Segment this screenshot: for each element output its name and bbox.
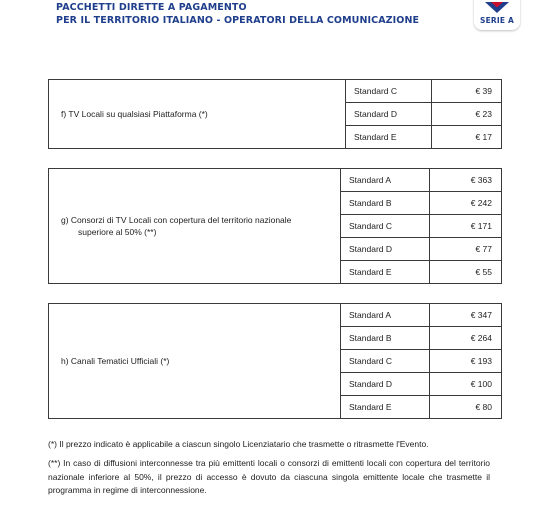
- price-value: € 171: [430, 215, 502, 238]
- table-row: [49, 304, 502, 327]
- price-value: € 55: [430, 261, 502, 284]
- price-value: € 23: [432, 103, 502, 126]
- footnotes: [48, 438, 490, 503]
- standard-label: Standard A: [341, 304, 430, 327]
- table-g-description-line-2: superiore al 50% (**): [78, 227, 157, 237]
- price-value: € 347: [430, 304, 502, 327]
- standard-label: Standard D: [346, 103, 432, 126]
- logo-text: SERIE A: [479, 16, 515, 25]
- table-row: [49, 169, 502, 192]
- standard-label: Standard C: [341, 350, 430, 373]
- price-table-g: [48, 168, 502, 284]
- standard-label: Standard D: [341, 373, 430, 396]
- footnote-single-asterisk: (*) Il prezzo indicato è applicabile a ciascun singolo Licenziatario che trasmette o ritrasmette l'Evento.: [48, 439, 429, 449]
- standard-label: Standard C: [341, 215, 430, 238]
- standard-label: Standard A: [341, 169, 430, 192]
- price-value: € 17: [432, 126, 502, 149]
- standard-label: Standard B: [341, 327, 430, 350]
- standard-label: Standard E: [346, 126, 432, 149]
- price-value: € 193: [430, 350, 502, 373]
- price-table-f: [48, 79, 502, 149]
- table-g-description: [49, 169, 341, 284]
- header-title-line-1: PACCHETTI DIRETTE A PAGAMENTO: [56, 2, 247, 13]
- standard-label: Standard C: [346, 80, 432, 103]
- standard-label: Standard E: [341, 261, 430, 284]
- table-row: [49, 80, 502, 103]
- standard-label: Standard E: [341, 396, 430, 419]
- price-table-h: [48, 303, 502, 419]
- price-value: € 77: [430, 238, 502, 261]
- standard-label: Standard D: [341, 238, 430, 261]
- standard-label: Standard B: [341, 192, 430, 215]
- price-value: € 80: [430, 396, 502, 419]
- table-h-description: h) Canali Tematici Ufficiali (*): [49, 304, 341, 419]
- price-value: € 39: [432, 80, 502, 103]
- table-g-description-line-1: g) Consorzi di TV Locali con copertura del territorio nazionale: [61, 215, 292, 225]
- price-value: € 264: [430, 327, 502, 350]
- footnote-double-asterisk: (**) In caso di diffusioni interconnesse tra più emittenti locali o consorzi di emittenti locali con copertura del territorio nazionale inferiore al 50%, il prezzo di accesso è dovuto da ciascuna singola emittente locale che trasmette il programma in regime di interconnessione.: [48, 457, 490, 496]
- price-value: € 100: [430, 373, 502, 396]
- header-title-line-2: PER IL TERRITORIO ITALIANO - OPERATORI DELLA COMUNICAZIONE: [56, 14, 420, 26]
- table-f-description: f) TV Locali su qualsiasi Piattaforma (*): [49, 80, 346, 149]
- price-value: € 242: [430, 192, 502, 215]
- serie-a-shield-icon: [474, 0, 520, 16]
- price-value: € 363: [430, 169, 502, 192]
- serie-a-logo: [474, 0, 520, 30]
- document-header: [56, 2, 419, 27]
